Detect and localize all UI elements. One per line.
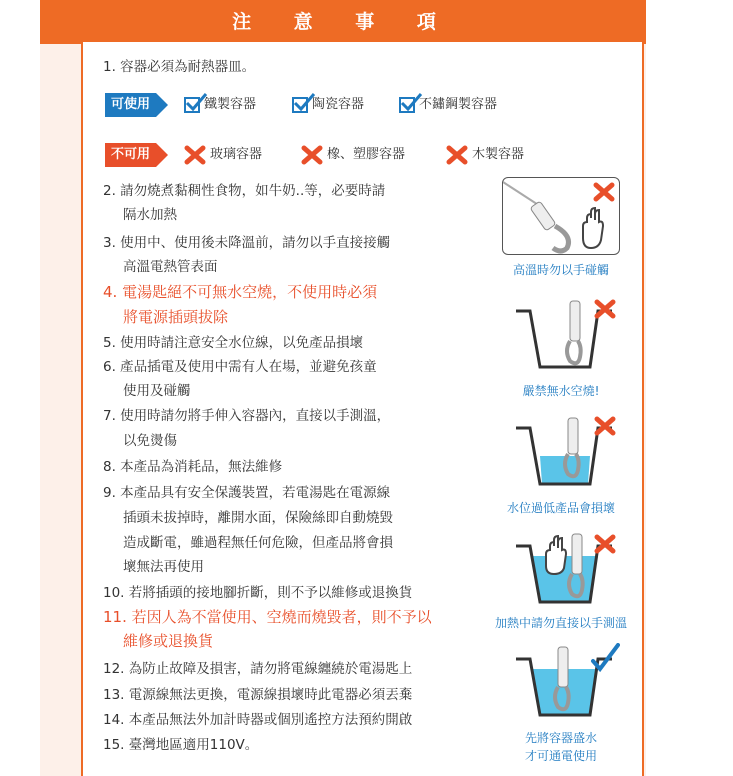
notice-item-13: 13. 電源線無法更換，電源線損壞時此電器必須丟棄 (103, 687, 413, 703)
check-icon (292, 97, 308, 113)
usable-option-label: 鐵製容器 (204, 97, 257, 112)
caption-correct-usage-1: 先將容器盛水 (524, 731, 597, 745)
notice-item-11-cont: 維修或退換貨 (123, 632, 214, 650)
notice-item-7-cont: 以免燙傷 (123, 433, 177, 449)
cross-icon (594, 299, 616, 319)
illustration-correct-usage (502, 643, 620, 721)
caption-hot-surface: 高溫時勿以手碰觸 (512, 263, 609, 277)
notice-item-5: 5. 使用時請注意安全水位線，以免產品損壞 (103, 335, 364, 351)
notice-item-15: 15. 臺灣地區適用110V。 (103, 737, 259, 753)
notice-item-2-cont: 隔水加熱 (123, 207, 177, 223)
notice-item-4: 4. 電湯匙絕不可無水空燒，不使用時必須 (103, 283, 378, 301)
hand-icon (546, 536, 566, 574)
notice-item-9: 9. 本產品具有安全保護裝置，若電湯匙在電源線 (103, 485, 391, 501)
check-icon (399, 97, 415, 113)
cross-icon (184, 145, 206, 165)
usable-tag: 可使用 (105, 93, 156, 117)
notice-item-1: 1. 容器必須為耐熱器皿。 (103, 59, 256, 75)
cross-icon (301, 145, 323, 165)
illustration-low-water (502, 412, 620, 490)
illustration-dry-heating (502, 295, 620, 373)
cross-icon (593, 182, 615, 202)
unusable-option-label: 橡、塑膠容器 (327, 147, 406, 162)
unusable-tag: 不可用 (105, 143, 156, 167)
check-icon (184, 97, 200, 113)
notice-item-9-cont: 壞無法再使用 (123, 559, 204, 575)
unusable-option-plastic (301, 145, 405, 165)
caption-low-water: 水位過低產品會損壞 (506, 501, 615, 515)
cross-icon (446, 145, 468, 165)
notice-item-7: 7. 使用時請勿將手伸入容器內，直接以手測溫， (103, 408, 391, 424)
notice-item-6: 6. 產品插電及使用中需有人在場，並避免孩童 (103, 359, 377, 375)
notice-item-2: 2. 請勿燒煮黏稠性食物，如牛奶..等，必要時請 (103, 183, 386, 199)
unusable-option-wood (446, 145, 524, 165)
hand-icon (583, 208, 603, 248)
usable-option-iron (184, 95, 256, 115)
caption-dry-heating: 嚴禁無水空燒! (522, 384, 600, 398)
unusable-option-label: 玻璃容器 (210, 147, 263, 162)
cross-icon (594, 416, 616, 436)
caption-correct-usage-2: 才可通電使用 (524, 749, 597, 763)
notice-item-3-cont: 高溫電熱管表面 (123, 259, 218, 275)
cross-icon (594, 534, 616, 554)
usable-option-label: 陶瓷容器 (312, 97, 365, 112)
caption-hand-in-water: 加熱中請勿直接以手測溫 (494, 616, 627, 630)
usable-option-label: 不鏽鋼製容器 (419, 97, 498, 112)
unusable-option-glass (184, 145, 262, 165)
unusable-option-label: 木製容器 (472, 147, 525, 162)
notice-item-12: 12. 為防止故障及損害，請勿將電線纏繞於電湯匙上 (103, 661, 413, 677)
notice-item-9-cont: 插頭未拔掉時，離開水面，保險絲即自動燒毀 (123, 510, 393, 526)
notice-item-10: 10. 若將插頭的接地腳折斷，則不予以維修或退換貨 (103, 585, 413, 601)
page-title: 注 意 事 項 (40, 0, 646, 44)
notice-item-4-cont: 將電源插頭拔除 (123, 308, 229, 326)
notice-item-8: 8. 本產品為消耗品，無法維修 (103, 459, 283, 475)
illustration-hand-in-water (502, 530, 620, 608)
illustration-hot-surface (502, 177, 620, 255)
usable-option-stainless (399, 95, 497, 115)
usable-option-ceramic (292, 95, 364, 115)
notice-item-14: 14. 本產品無法外加計時器或個別遙控方法預約開啟 (103, 712, 413, 728)
notice-item-11: 11. 若因人為不當使用、空燒而燒毀者，則不予以 (103, 608, 432, 626)
notice-item-6-cont: 使用及碰觸 (123, 383, 191, 399)
notice-item-3: 3. 使用中、使用後未降溫前，請勿以手直接接觸 (103, 235, 391, 251)
check-icon (590, 643, 620, 673)
notice-item-9-cont: 造成斷電，雖過程無任何危險，但產品將會損 (123, 535, 393, 551)
